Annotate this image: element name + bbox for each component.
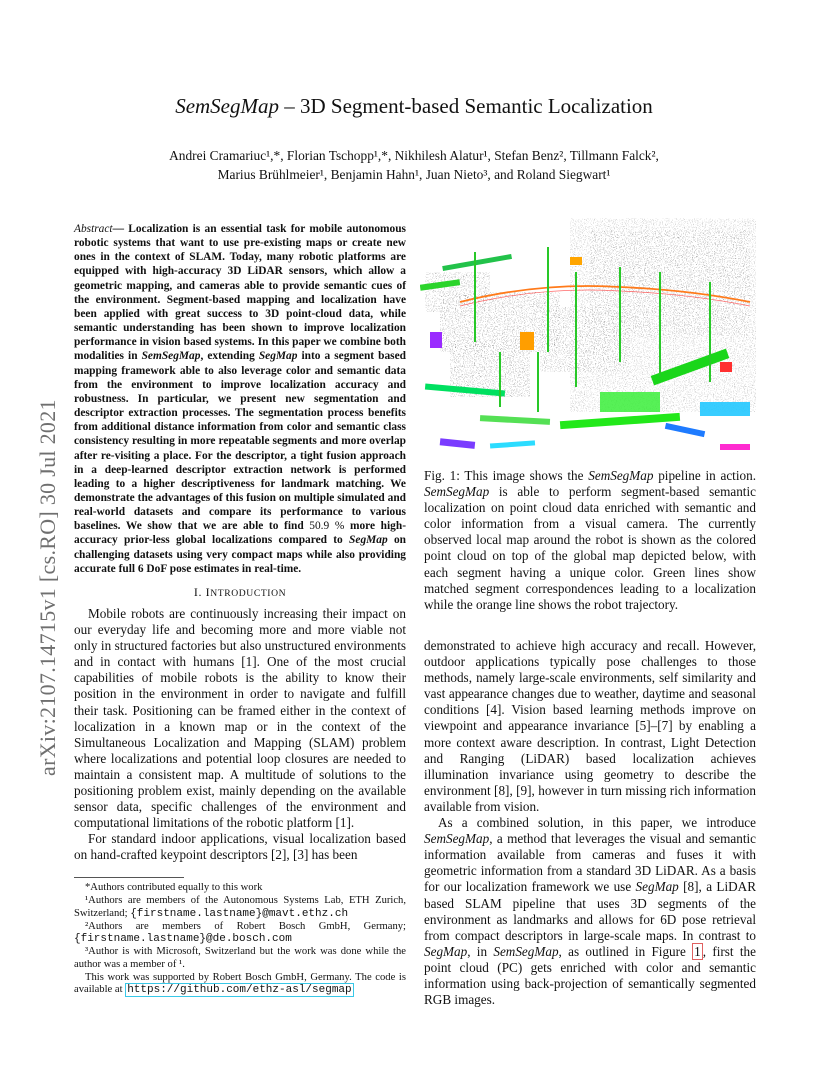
body-text: , as outlined in Figure xyxy=(558,943,693,959)
footnote-3: ³Author is with Microsoft, Switzerland but the work was done while the author was a member of ¹. xyxy=(74,946,406,970)
body-text: [8], a LiDAR based SLAM pipeline that uses 3D segments of the environment as landmarks and allows for 6D pose retrieval from compact descriptors in large-scale maps. In contrast to xyxy=(424,879,756,943)
right-paragraph-2 xyxy=(424,815,756,1008)
support-text: This work was supported by Robert Bosch GmbH, Germany. The code is available at xyxy=(74,972,406,996)
body-italic: SegMap xyxy=(635,879,679,895)
caption-italic: SemSegMap xyxy=(588,468,654,483)
abstract-italic: SegMap xyxy=(258,350,298,363)
abstract-text: on challenging datasets using very compact maps while also providing accurate full 6 DoF pose estimates in real-time. xyxy=(74,534,406,575)
arxiv-id: arXiv:2107.14715v1 [cs.RO] 30 Jul 2021 xyxy=(35,399,60,776)
body-italic: SemSegMap xyxy=(493,943,559,959)
footnote-1-email: {firstname.lastname}@mavt.ethz.ch xyxy=(130,907,349,920)
authors-line-1: Andrei Cramariuc¹,*, Florian Tschopp¹,*, Nikhilesh Alatur¹, Stefan Benz², Tillmann Falck², xyxy=(169,148,659,163)
abstract-text: more high-accuracy prior-less global localizations compared to xyxy=(74,520,406,547)
footnote-1 xyxy=(74,895,406,920)
right-paragraph-1: demonstrated to achieve high accuracy and recall. However, outdoor applications typically pose challenges to those methods, namely large-scale environments, self similarity and vast appearance changes due to weather, daytime and seasonal conditions [4]. Vision based learning methods improve on viewpoint and appearance invariance [5]–[7] by enabling a more context aware description. In contrast, Light Detection and Ranging (LiDAR) based localization achieves illumination invariance using geometry to describe the environment [8], [9], however in turn missing rich information available from vision. xyxy=(424,638,756,814)
point-cloud-figure xyxy=(420,212,756,460)
figure-caption xyxy=(424,468,756,613)
abstract-percent: 50.9 % xyxy=(309,520,345,533)
figure-reference-link[interactable]: 1 xyxy=(694,943,701,959)
section-numeral: I. xyxy=(193,585,206,599)
right-body xyxy=(424,638,756,1008)
section-heading xyxy=(74,585,406,600)
footnote-2-email: {firstname.lastname}@de.bosch.com xyxy=(74,933,292,946)
abstract-text: into a segment based mapping framework able to also leverage color and semantic data from the environment to improve localization accuracy and robustness. In particular, we present new segmentation and descriptor extraction processes. The segmentation process benefits from additional distance information from color and semantic class consistency resulting in more repeatable segments and more overlap after re-visiting a place. For the descriptor, a tight fusion approach in a deep-learned descriptor extraction network is performed leading to a higher descriptiveness for landmark matching. We demonstrate the advantages of this fusion on multiple simulated and real-world datasets and compare its performance to various baselines. We show that we are able to find xyxy=(74,350,406,533)
code-link[interactable]: https://github.com/ethz-asl/segmap xyxy=(127,984,352,997)
intro-body xyxy=(74,606,406,864)
abstract-text: , extending xyxy=(200,350,259,363)
section-first-letter: I xyxy=(205,585,211,599)
footnote-1-text: ¹Authors are members of the Autonomous Systems Lab, ETH Zurich, Switzerland; xyxy=(74,895,406,919)
support-note xyxy=(74,972,406,997)
footnote-star: *Authors contributed equally to this work xyxy=(85,882,263,893)
body-text: , first the point cloud (PC) gets enriched with color and semantic information using back-projection of semantically segmented RGB images. xyxy=(424,943,756,1008)
body-italic: SemSegMap xyxy=(424,831,490,847)
abstract-italic: SemSegMap xyxy=(141,350,201,363)
footnotes xyxy=(74,882,406,998)
title-italic: SemSegMap xyxy=(175,94,279,118)
footnote-2-text: ²Authors are members of Robert Bosch GmbH, Germany; xyxy=(85,920,406,932)
caption-text: is able to perform segment-based semantic localization on point cloud data enriched with semantic and color information from a visual camera. The currently observed local map around the robot is shown as the colored point cloud on top of the global map depicted below, with each segment having a unique color. Green lines show matched segment correspondences leading to a localization while the orange line shows the robot trajectory. xyxy=(424,484,756,612)
footnote-2 xyxy=(74,921,406,946)
abstract xyxy=(74,222,406,576)
paper-title xyxy=(0,94,828,119)
abstract-text: — Localization is an essential task for mobile autonomous robotic systems that want to use pre-existing maps or create new ones in the context of SLAM. Today, many robotic platforms are equipped with high-accuracy 3D LiDAR sensors, which allow a geometric mapping, and cameras able to provide semantic cues of the environment. Segment-based mapping and localization have been applied with great success to 3D point-cloud data, while semantic understanding has been shown to improve localization performance in vision based systems. In this paper we combine both modalities in xyxy=(74,223,406,363)
caption-text: Fig. 1: This image shows the xyxy=(424,468,589,483)
arxiv-stamp xyxy=(6,296,64,776)
body-text: As a combined solution, in this paper, we introduce xyxy=(438,815,756,831)
caption-italic: SemSegMap xyxy=(424,484,490,500)
body-text: , a method that leverages the visual and semantic information available from cameras and fuses it with geometric information from a standard 3D LiDAR. As a basis for our localization framework we use xyxy=(424,831,756,895)
footnote-rule xyxy=(74,877,184,878)
caption-text: pipeline in action. xyxy=(653,468,756,483)
author-list xyxy=(110,146,718,184)
intro-paragraph-1: Mobile robots are continuously increasing their impact on our everyday life and becoming more and more viable not only in structured factories but also unstructured environments and in contact with humans [1]. One of the most crucial capabilities of mobile robots is the ability to know their position in the environment in order to navigate and fulfill their task. Positioning can be framed either in the context of localization in a known map or in the context of the Simultaneous Localization and Mapping (SLAM) problem where localizations and potential loop closures are needed to maintain a consistent map. A multitude of solutions to the positioning problem exist, mainly depending on the available sensor data, specific challenges of the environment and computational limitations of the robotic platform [1]. xyxy=(74,606,406,831)
abstract-italic: SegMap xyxy=(349,534,388,547)
body-text: , in xyxy=(467,943,494,959)
title-rest: – 3D Segment-based Semantic Localization xyxy=(279,94,653,118)
abstract-label: Abstract xyxy=(74,223,113,235)
section-rest: NTRODUCTION xyxy=(210,588,287,599)
body-italic: SegMap xyxy=(424,943,468,959)
intro-paragraph-2: For standard indoor applications, visual localization based on hand-crafted keypoint descriptors [2], [3] has been xyxy=(74,831,406,863)
authors-line-2: Marius Brühlmeier¹, Benjamin Hahn¹, Juan Nieto³, and Roland Siegwart¹ xyxy=(217,167,611,182)
